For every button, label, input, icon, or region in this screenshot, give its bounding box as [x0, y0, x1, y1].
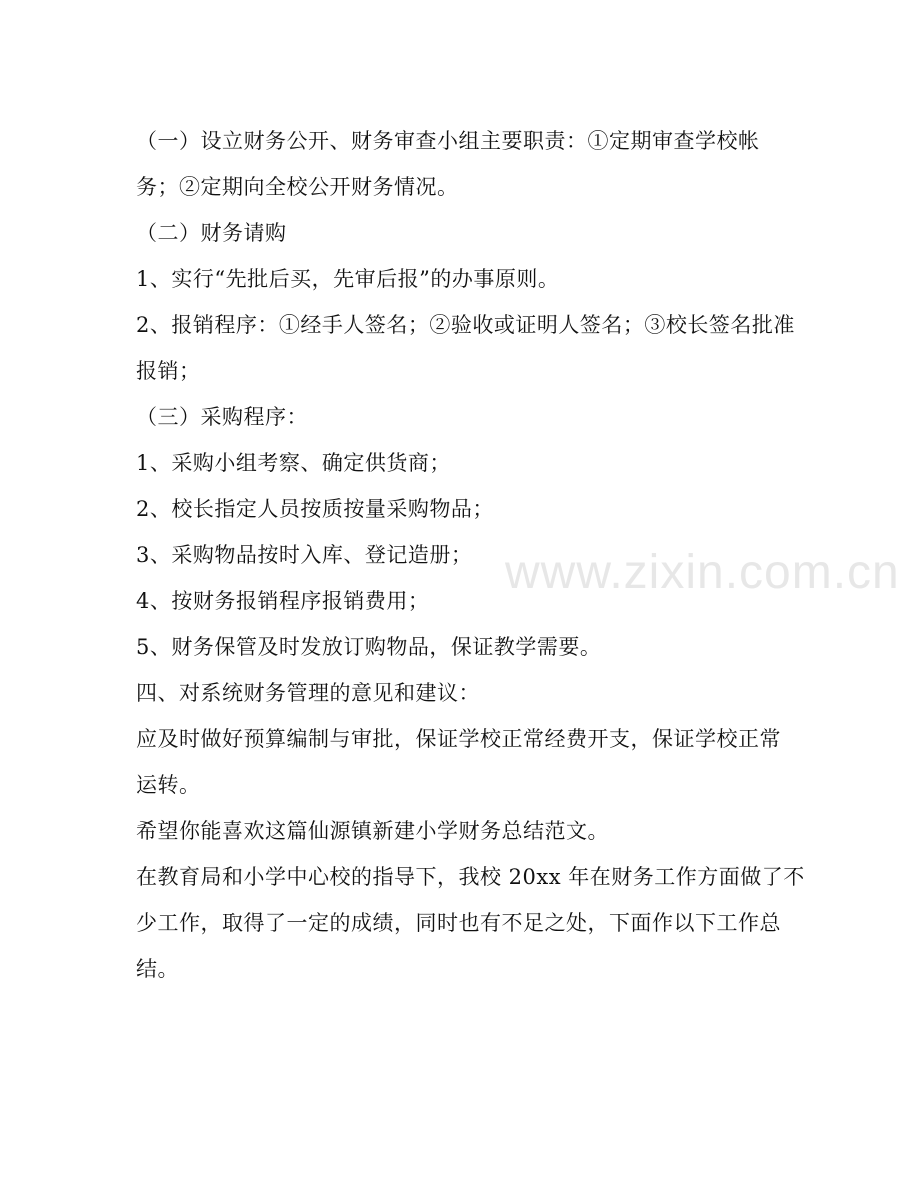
- text-line: 报销；: [136, 359, 201, 383]
- list-item: 5、财务保管及时发放订购物品，保证教学需要。: [136, 635, 602, 659]
- list-item: 1、采购小组考察、确定供货商；: [136, 451, 451, 475]
- text-line: 运转。: [136, 773, 201, 797]
- text-line: 结。: [136, 957, 179, 981]
- section-heading: （三）采购程序：: [136, 405, 308, 429]
- text-line: 应及时做好预算编制与审批，保证学校正常经费开支，保证学校正常: [136, 727, 781, 751]
- section-heading: 四、对系统财务管理的意见和建议：: [136, 681, 480, 705]
- list-item: 2、校长指定人员按质按量采购物品；: [136, 497, 494, 521]
- document-body: [136, 118, 805, 992]
- text-line: 在教育局和小学中心校的指导下，我校 20xx 年在财务工作方面做了不: [136, 865, 805, 889]
- text-line: 2、报销程序：①经手人签名；②验收或证明人签名；③校长签名批准: [136, 313, 795, 337]
- watermark: www.zixin.com.cn: [505, 546, 900, 599]
- list-item: 4、按财务报销程序报销费用；: [136, 589, 430, 613]
- text-line: 希望你能喜欢这篇仙源镇新建小学财务总结范文。: [136, 819, 609, 843]
- text-line: 1、实行“先批后买，先审后报”的办事原则。: [136, 267, 560, 291]
- text-line: （一）设立财务公开、财务审查小组主要职责：①定期审查学校帐: [136, 129, 760, 153]
- text-line: 少工作，取得了一定的成绩，同时也有不足之处，下面作以下工作总: [136, 911, 781, 935]
- text-line: 务；②定期向全校公开财务情况。: [136, 175, 459, 199]
- section-heading: （二）财务请购: [136, 221, 287, 245]
- list-item: 3、采购物品按时入库、登记造册；: [136, 543, 473, 567]
